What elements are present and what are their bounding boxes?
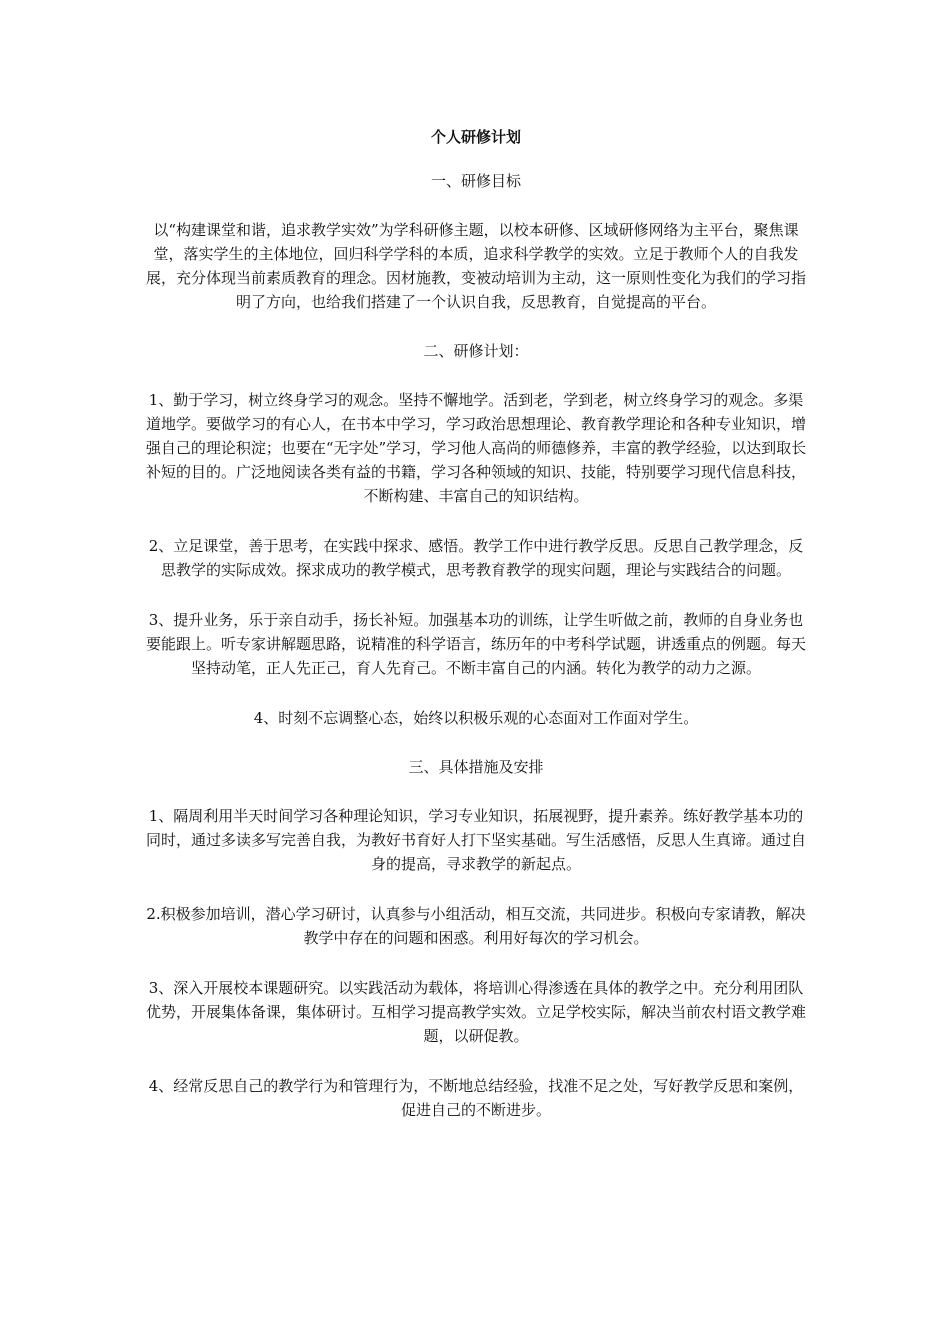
paragraph: 4、时刻不忘调整心态，始终以积极乐观的心态面对工作面对学生。 [253,709,699,727]
document-title: 个人研修计划 [430,128,521,146]
section-plan [144,340,808,730]
paragraph: 2、立足课堂，善于思考，在实践中探求、感悟。教学工作中进行教学反思。反思自己教学理念，反思教学的实际成效。探求成功的教学模式，思考教育教学的现实问题，理论与实践结合的问题。 [148,537,804,579]
section-heading: 二、研修计划： [423,342,529,360]
section-heading: 一、研修目标 [430,172,521,190]
section-goals [144,170,808,314]
paragraph: 3、提升业务，乐于亲自动手，扬长补短。加强基本功的训练，让学生听做之前，教师的自身业务也要能跟上。听专家讲解题思路，说精准的科学语言，练历年的中考科学试题，讲透重点的例题。每天坚持动笔，正人先正己，育人先育己。不断丰富自己的内涵。转化为教学的动力之源。 [145,611,806,677]
paragraph: 1、隔周利用半天时间学习各种理论知识，学习专业知识，拓展视野，提升素养。练好教学基本功的同时，通过多读多写完善自我，为教好书育好人打下坚实基础。写生活感悟，反思人生真谛。通过自身的提高，寻求教学的新起点。 [145,807,806,873]
paragraph: 以“构建课堂和谐，追求教学实效”为学科研修主题，以校本研修、区域研修网络为主平台，聚焦课堂，落实学生的主体地位，回归科学学科的本质，追求科学教学的实效。立足于教师个人的自我发展，充分体现当前素质教育的理念。因材施教，变被动培训为主动，这一原则性变化为我们的学习指明了方向，也给我们搭建了一个认识自我，反思教育，自觉提高的平台。 [145,221,806,311]
paragraph: 1、勤于学习，树立终身学习的观念。坚持不懈地学。活到老，学到老，树立终身学习的观念。多渠道地学。要做学习的有心人，在书本中学习，学习政治思想理论、教育教学理论和各种专业知识，增强自己的理论积淀；也要在“无字处”学习，学习他人高尚的师德修养，丰富的教学经验，以达到取长补短的目的。广泛地阅读各类有益的书籍，学习各种领域的知识、技能，特别要学习现代信息科技，不断构建、丰富自己的知识结构。 [145,391,807,505]
section-measures [144,756,808,1122]
section-heading: 三、具体措施及安排 [408,758,544,776]
document-page [144,126,808,1148]
paragraph: 4、经常反思自己的教学行为和管理行为，不断地总结经验，找准不足之处，写好教学反思和案例，促进自己的不断进步。 [148,1077,804,1119]
paragraph: 2.积极参加培训，潜心学习研讨，认真参与小组活动，相互交流，共同进步。积极向专家请教，解决教学中存在的问题和困惑。利用好每次的学习机会。 [146,905,806,947]
paragraph: 3、深入开展校本课题研究。以实践活动为载体，将培训心得渗透在具体的教学之中。充分利用团队优势，开展集体备课，集体研讨。互相学习提高教学实效。立足学校实际，解决当前农村语文教学难题，以研促教。 [145,979,806,1045]
